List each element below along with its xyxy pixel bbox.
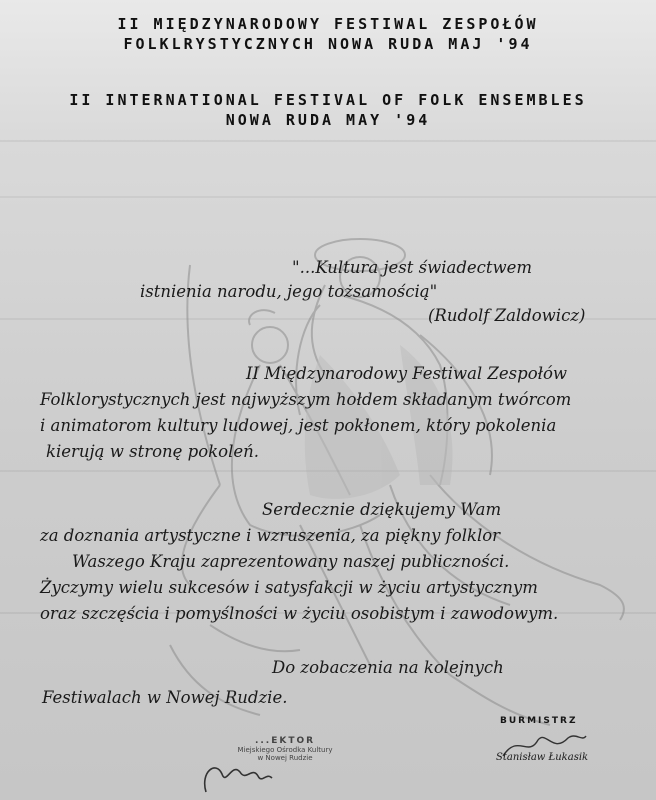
director-org-line1: Miejskiego Ośrodka Kultury bbox=[237, 746, 333, 754]
director-handwritten-signature bbox=[196, 752, 276, 798]
header-polish-line1: II MIĘDZYNARODOWY FESTIWAL ZESPOŁÓW bbox=[117, 15, 539, 33]
body-paragraph3-line1: Do zobaczenia na kolejnych bbox=[272, 658, 504, 677]
scan-artifact bbox=[0, 196, 656, 198]
body-paragraph2-line3: Waszego Kraju zaprezentowany naszej publiczności. bbox=[72, 552, 510, 571]
header-polish-line2: FOLKLRYSTYCZNYCH NOWA RUDA MAJ '94 bbox=[123, 35, 533, 53]
header-english-line2: NOWA RUDA MAY '94 bbox=[225, 111, 431, 129]
director-org-line2: w Nowej Rudzie bbox=[257, 754, 313, 762]
body-paragraph1-line2: Folklorystycznych jest najwyższym hołdem składanym twórcom bbox=[40, 390, 572, 409]
quote-line1: "...Kultura jest świadectwem bbox=[292, 258, 533, 277]
body-paragraph3-line2: Festiwalach w Nowej Rudzie. bbox=[42, 688, 288, 707]
mayor-name: Stanisław Łukasik bbox=[496, 752, 589, 763]
header-polish bbox=[0, 14, 656, 54]
quote-line2: istnienia narodu, jego tożsamością" bbox=[140, 282, 438, 301]
body-paragraph1-line1: II Międzynarodowy Festiwal Zespołów bbox=[246, 364, 568, 383]
header-english bbox=[0, 90, 656, 130]
body-paragraph2-line5: oraz szczęścia i pomyślności w życiu osobistym i zawodowym. bbox=[40, 604, 559, 623]
body-paragraph2-line1: Serdecznie dziękujemy Wam bbox=[262, 500, 502, 519]
body-paragraph1-line4: kierują w stronę pokoleń. bbox=[46, 442, 260, 461]
scan-artifact bbox=[0, 140, 656, 142]
mayor-signature-block bbox=[500, 716, 640, 726]
header-english-line1: II INTERNATIONAL FESTIVAL OF FOLK ENSEMBLES bbox=[69, 91, 587, 109]
body-paragraph2-line2: za doznania artystyczne i wzruszenia, za piękny folklor bbox=[40, 526, 501, 545]
body-paragraph1-line3: i animatorom kultury ludowej, jest pokłonem, który pokolenia bbox=[40, 416, 557, 435]
mayor-title: BURMISTRZ bbox=[500, 716, 578, 726]
quote-author: (Rudolf Zaldowicz) bbox=[428, 306, 586, 325]
body-paragraph2-line4: Życzymy wielu sukcesów i satysfakcji w życiu artystycznym bbox=[40, 578, 538, 597]
director-title: ...EKTOR bbox=[254, 736, 316, 746]
